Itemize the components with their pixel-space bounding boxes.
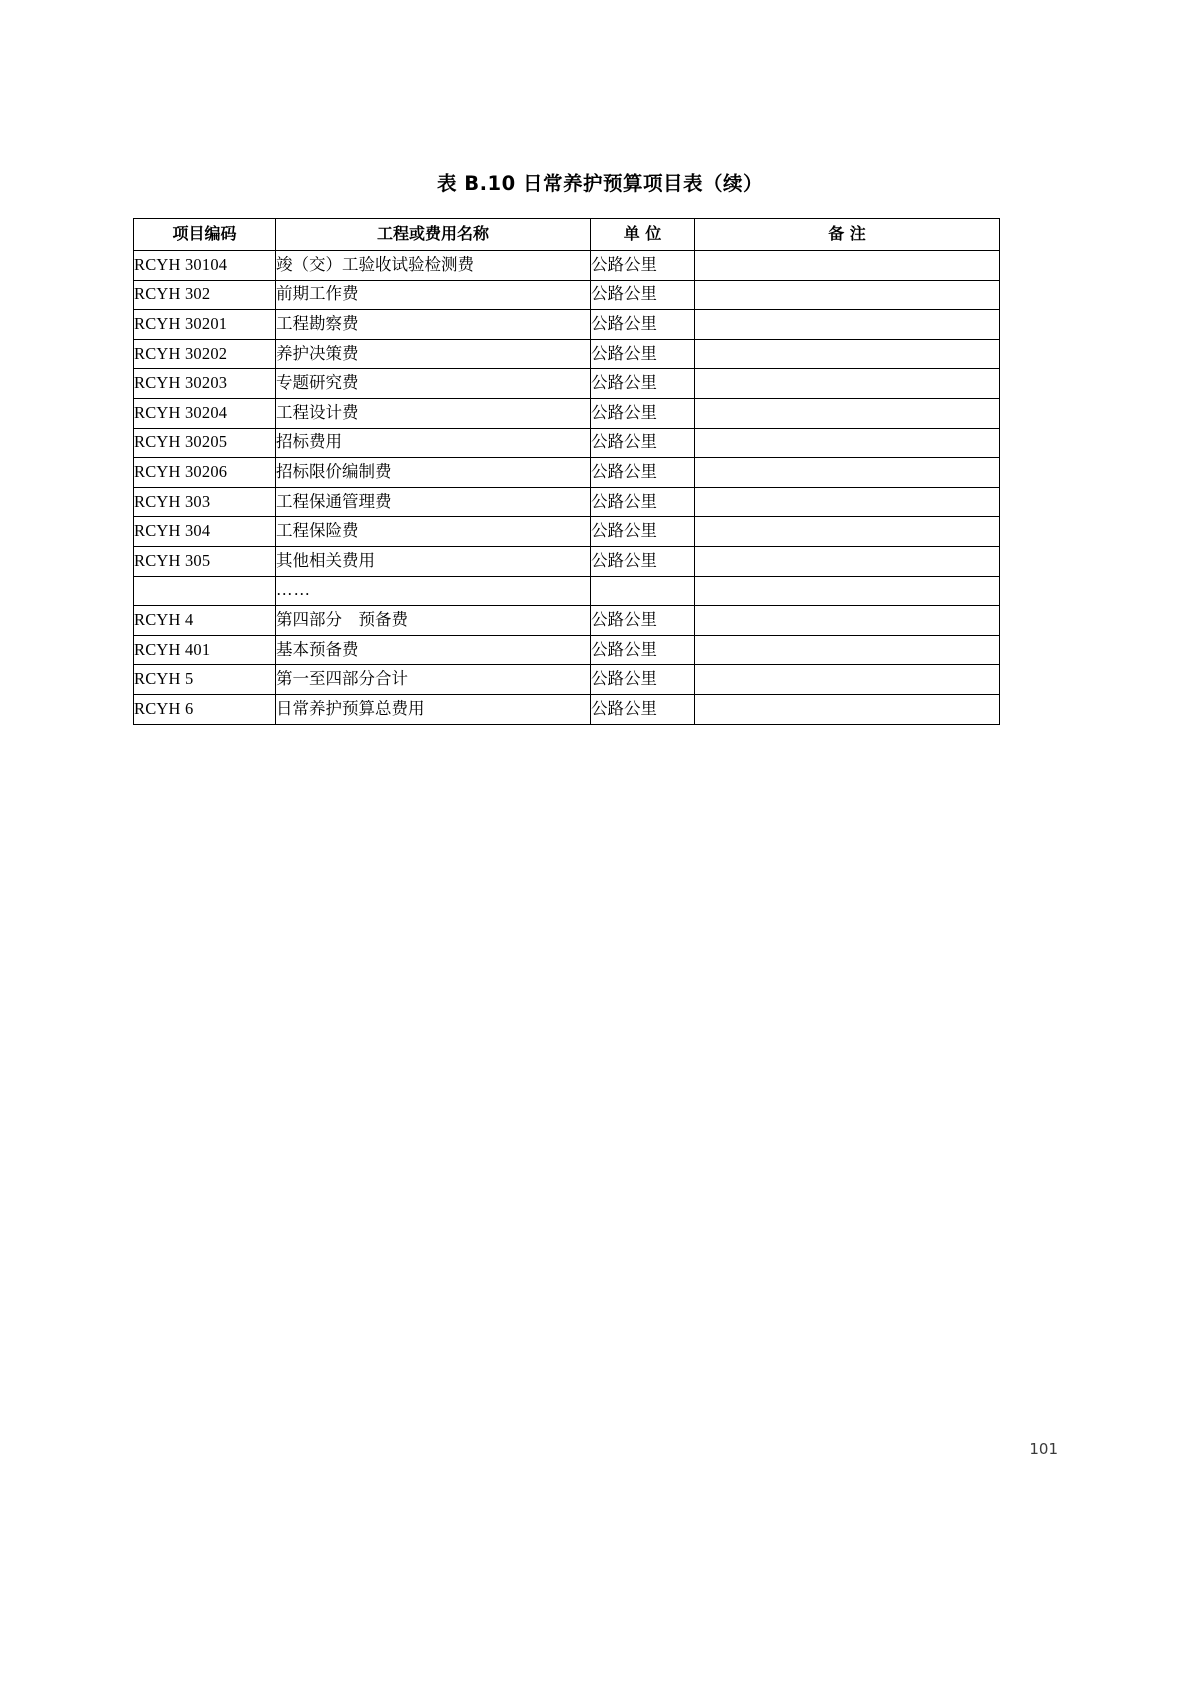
cell-project-code: RCYH 5 <box>134 665 276 695</box>
cell-note <box>695 517 1000 547</box>
cell-item-name: 竣（交）工验收试验检测费 <box>276 251 591 281</box>
table-row <box>134 458 1000 488</box>
cell-item-name: 工程勘察费 <box>276 310 591 340</box>
cell-project-code: RCYH 302 <box>134 280 276 310</box>
cell-project-code: RCYH 304 <box>134 517 276 547</box>
column-header-code: 项目编码 <box>134 219 276 251</box>
cell-note <box>695 635 1000 665</box>
cell-unit: 公路公里 <box>591 398 695 428</box>
cell-unit: 公路公里 <box>591 339 695 369</box>
table-row <box>134 546 1000 576</box>
column-header-note: 备 注 <box>695 219 1000 251</box>
table-row <box>134 576 1000 606</box>
page-number: 101 <box>1029 1440 1058 1458</box>
table-row <box>134 428 1000 458</box>
cell-item-name: 第一至四部分合计 <box>276 665 591 695</box>
cell-item-name: 第四部分 预备费 <box>276 606 591 636</box>
cell-unit: 公路公里 <box>591 635 695 665</box>
cell-note <box>695 458 1000 488</box>
cell-project-code: RCYH 6 <box>134 694 276 724</box>
cell-note <box>695 487 1000 517</box>
table-row <box>134 251 1000 281</box>
table-row <box>134 517 1000 547</box>
table-row <box>134 665 1000 695</box>
cell-note <box>695 398 1000 428</box>
cell-unit: 公路公里 <box>591 280 695 310</box>
cell-note <box>695 369 1000 399</box>
cell-item-name: 其他相关费用 <box>276 546 591 576</box>
cell-note <box>695 576 1000 606</box>
cell-project-code: RCYH 30205 <box>134 428 276 458</box>
cell-item-name: 招标费用 <box>276 428 591 458</box>
cell-note <box>695 339 1000 369</box>
table-row <box>134 606 1000 636</box>
cell-unit: 公路公里 <box>591 606 695 636</box>
table-row <box>134 369 1000 399</box>
cell-project-code: RCYH 305 <box>134 546 276 576</box>
cell-project-code <box>134 576 276 606</box>
cell-item-name: 养护决策费 <box>276 339 591 369</box>
cell-unit: 公路公里 <box>591 694 695 724</box>
cell-item-name: 日常养护预算总费用 <box>276 694 591 724</box>
cell-ellipsis: …… <box>276 576 591 606</box>
cell-unit: 公路公里 <box>591 369 695 399</box>
cell-note <box>695 694 1000 724</box>
cell-project-code: RCYH 4 <box>134 606 276 636</box>
cell-item-name: 前期工作费 <box>276 280 591 310</box>
cell-item-name: 工程保险费 <box>276 517 591 547</box>
cell-unit: 公路公里 <box>591 546 695 576</box>
cell-unit: 公路公里 <box>591 665 695 695</box>
cell-unit <box>591 576 695 606</box>
column-header-name: 工程或费用名称 <box>276 219 591 251</box>
cell-unit: 公路公里 <box>591 251 695 281</box>
cell-note <box>695 280 1000 310</box>
cell-item-name: 专题研究费 <box>276 369 591 399</box>
table-row <box>134 310 1000 340</box>
cell-note <box>695 546 1000 576</box>
cell-project-code: RCYH 30104 <box>134 251 276 281</box>
cell-note <box>695 310 1000 340</box>
cell-note <box>695 606 1000 636</box>
table-row <box>134 694 1000 724</box>
cell-project-code: RCYH 30201 <box>134 310 276 340</box>
table-caption: 表 B.10 日常养护预算项目表（续） <box>437 172 763 195</box>
cell-unit: 公路公里 <box>591 310 695 340</box>
budget-table-container <box>133 218 999 725</box>
cell-unit: 公路公里 <box>591 458 695 488</box>
cell-note <box>695 665 1000 695</box>
cell-note <box>695 428 1000 458</box>
cell-item-name: 基本预备费 <box>276 635 591 665</box>
table-row <box>134 339 1000 369</box>
cell-note <box>695 251 1000 281</box>
cell-unit: 公路公里 <box>591 517 695 547</box>
cell-project-code: RCYH 30203 <box>134 369 276 399</box>
cell-item-name: 工程设计费 <box>276 398 591 428</box>
cell-item-name: 工程保通管理费 <box>276 487 591 517</box>
cell-project-code: RCYH 30206 <box>134 458 276 488</box>
budget-table <box>133 218 1000 725</box>
cell-unit: 公路公里 <box>591 487 695 517</box>
table-row <box>134 398 1000 428</box>
cell-item-name: 招标限价编制费 <box>276 458 591 488</box>
table-row <box>134 487 1000 517</box>
column-header-unit: 单 位 <box>591 219 695 251</box>
table-row <box>134 635 1000 665</box>
cell-project-code: RCYH 30202 <box>134 339 276 369</box>
table-row <box>134 280 1000 310</box>
cell-project-code: RCYH 30204 <box>134 398 276 428</box>
table-header-row <box>134 219 1000 251</box>
cell-project-code: RCYH 401 <box>134 635 276 665</box>
cell-unit: 公路公里 <box>591 428 695 458</box>
cell-project-code: RCYH 303 <box>134 487 276 517</box>
